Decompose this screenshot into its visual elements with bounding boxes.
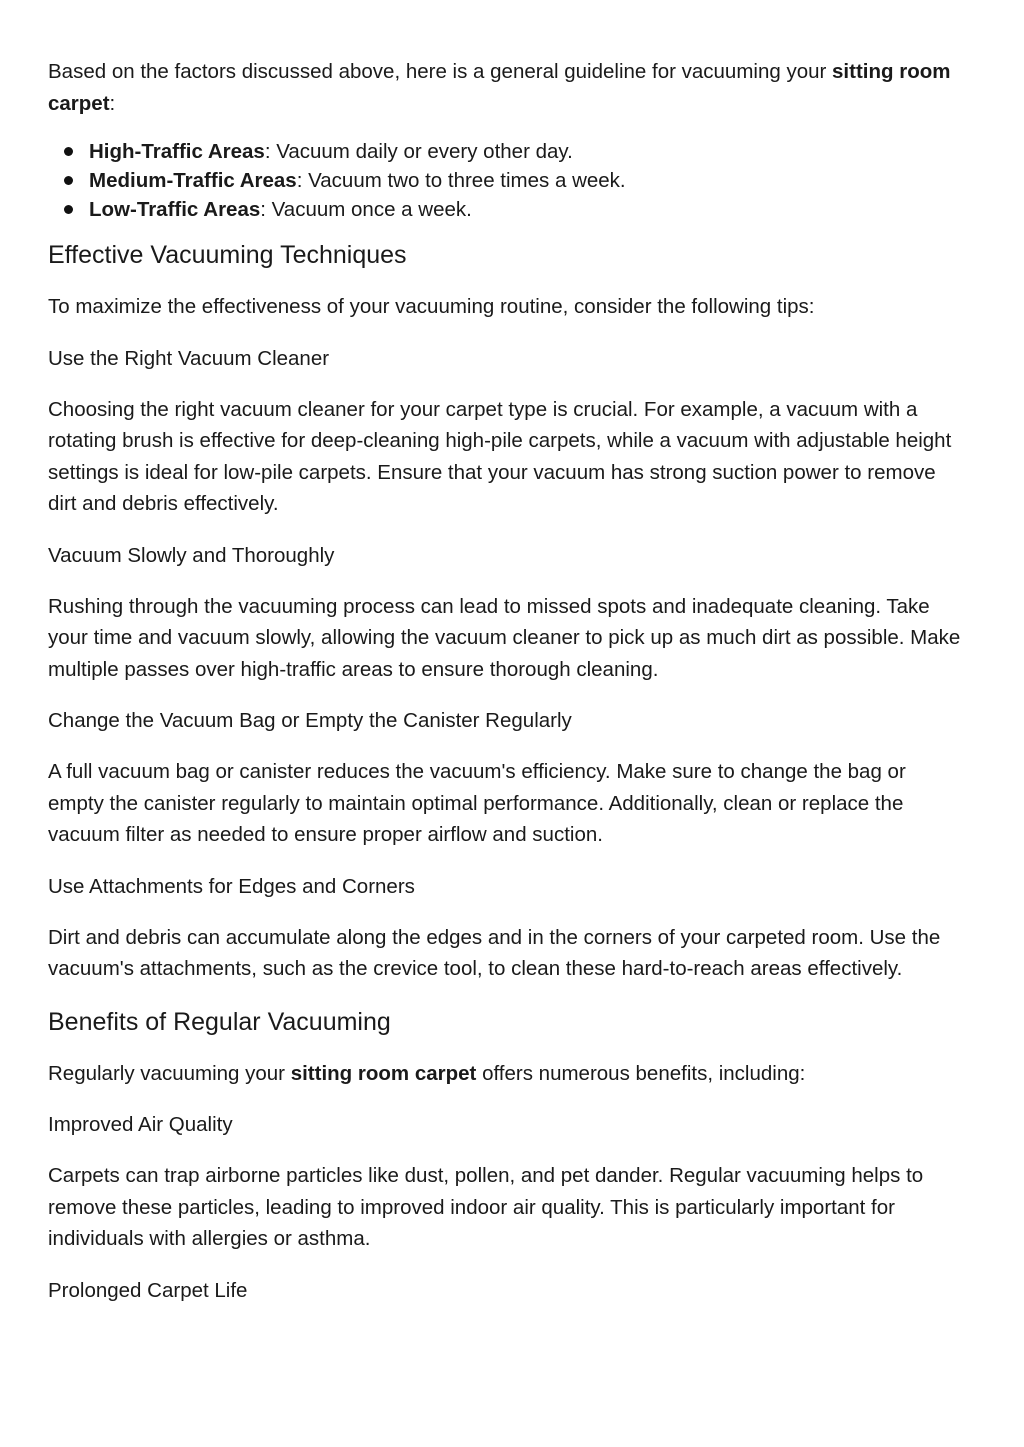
paragraph-vacuum-slowly: Rushing through the vacuuming process can lead to missed spots and inadequate cleaning. Take your time and vacuum slowly, allowing the vacuum cleaner to pick up as much dirt as possible. Make multiple passes over high-traffic areas to ensure thorough cleaning. (48, 594, 961, 681)
list-item-text: : Vacuum daily or every other day. (264, 140, 573, 163)
subheading-right-vacuum: Use the Right Vacuum Cleaner (48, 346, 330, 370)
paragraph-change-bag: A full vacuum bag or canister reduces the vacuum's efficiency. Make sure to change the bag or empty the canister regularly to maintain optimal performance. Additionally, clean or replace the vacuum filter as needed to ensure proper airflow and suction. (48, 760, 906, 846)
list-item (48, 195, 962, 224)
paragraph-attachments: Dirt and debris can accumulate along the edges and in the corners of your carpeted room. Use the vacuum's attachments, such as the crevice tool, to clean these hard-to-reach areas effectively. (48, 925, 941, 980)
benefits-intro-tail: offers numerous benefits, including: (476, 1061, 806, 1085)
list-item-text: : Vacuum two to three times a week. (296, 169, 626, 192)
benefits-intro (48, 1058, 962, 1090)
benefits-intro-text: Regularly vacuuming your (48, 1061, 291, 1085)
techniques-intro: To maximize the effectiveness of your vacuuming routine, consider the following tips: (48, 295, 815, 318)
paragraph-air-quality: Carpets can trap airborne particles like dust, pollen, and pet dander. Regular vacuuming helps to remove these particles, leading to improved indoor air quality. This is particularly important for individuals with allergies or asthma. (48, 1164, 924, 1250)
paragraph-right-vacuum: Choosing the right vacuum cleaner for your carpet type is crucial. For example, a vacuum with a rotating brush is effective for deep-cleaning high-pile carpets, while a vacuum with adjustable height settings is ideal for low-pile carpets. Ensure that your vacuum has strong suction power to remove dirt and debris effectively. (48, 397, 952, 515)
section-heading-techniques: Effective Vacuuming Techniques (48, 241, 407, 269)
list-item-text: : Vacuum once a week. (260, 198, 472, 221)
list-item-label: High-Traffic Areas (89, 140, 265, 163)
list-item-label: Low-Traffic Areas (89, 198, 261, 221)
subheading-vacuum-slowly: Vacuum Slowly and Thoroughly (48, 543, 335, 567)
subheading-carpet-life: Prolonged Carpet Life (48, 1278, 248, 1302)
subheading-attachments: Use Attachments for Edges and Corners (48, 874, 415, 898)
subheading-air-quality: Improved Air Quality (48, 1113, 233, 1136)
intro-bold-phrase: sitting room carpet (48, 60, 951, 115)
list-item (48, 166, 962, 195)
list-item-label: Medium-Traffic Areas (89, 169, 297, 192)
benefits-bold-phrase: sitting room carpet (290, 1061, 477, 1085)
list-item (48, 137, 962, 166)
subheading-change-bag: Change the Vacuum Bag or Empty the Canister Regularly (48, 709, 572, 732)
intro-colon: : (109, 91, 116, 115)
vacuum-frequency-list (48, 137, 962, 224)
intro-text: Based on the factors discussed above, here is a general guideline for vacuuming your (48, 60, 833, 83)
intro-paragraph (48, 56, 962, 119)
section-heading-benefits: Benefits of Regular Vacuuming (48, 1007, 391, 1036)
